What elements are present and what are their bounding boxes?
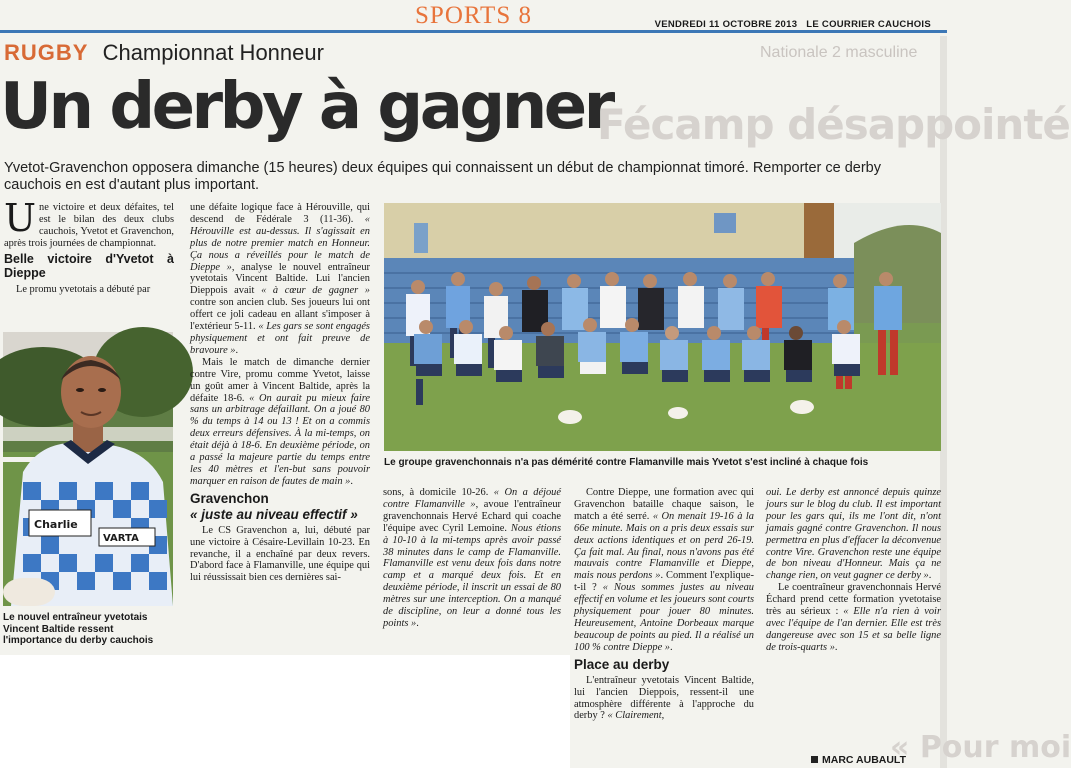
article-column-4 [574,487,754,722]
coach-photo [3,332,173,606]
subhead-yvetot: Belle victoire d'Yvetot à Dieppe [4,251,174,280]
paragraph: Le coentraîneur gravenchonnais Hervé Échard prend cette formation yvetotaise très au sérieux : « Elle n'a rien à voir avec l'équipe de l'an dernier. Elle est très dangereuse avec son 15 et sa belle ligne de trois-quarts ». [766,582,941,653]
intro-text: ne victoire et deux défaites, tel est le bilan des deux clubs cauchois, Yvetot et Gravenchon, après trois journées de championnat. [4,202,174,249]
competition-label: Championnat Honneur [102,40,324,65]
page-edge-white [0,655,570,768]
standfirst: Yvetot-Gravenchon opposera dimanche (15 heures) deux équipes qui connaissent un début de championnat timoré. Remporter ce derby cauchois en est d'autant plus important. [4,160,881,193]
svg-text:VARTA: VARTA [103,533,139,544]
subhead-gravenchon: Gravenchon « juste au niveau effectif » [190,490,358,522]
paragraph: Le promu yvetotais a débuté par [16,283,151,295]
bleed-through-headline: Fécamp désappointé [597,100,1070,149]
paragraph: Mais le match de dimanche dernier contre Vire, promu comme Yvetot, laisse un goût amer à Vincent Baltide, après la défaite 18-6. « On aurait pu mieux faire sans un arbitrage défaillant. On a joué 80 % du temps à 14 ou 13 ! Et on a commis deux erreurs défensives. À la mi-temps, on était déjà à 18-6. En deuxième période, on a passé la majeure partie du temps entre les 40 mètres et l'en-but sans pouvoir marquer en raison de fautes de main ». [190,356,370,487]
section-title: SPORTS 8 [415,2,532,29]
paragraph: Contre Dieppe, une formation avec qui Gravenchon bataille chaque saison, le match a été serré. « On menait 19-16 à la 66e minute. Mais on a pris deux essais sur deux actions identiques et on perd 26-19. Ça fait mal. Au final, nous n'avons pas été mauvais contre Flamanville et Dieppe, mais nous perdons ». Comment l'explique-t-il ? « Nous sommes justes au niveau effectif en volume et les joueurs sont courts physiquement pour jouer 80 minutes. Heureusement, Antoine Dorbeaux marque beaucoup de points au pied. Il a réalisé un 100 % contre Dieppe ». [574,487,754,653]
svg-text:Charlie: Charlie [34,518,78,531]
bleed-through-text: Nationale 2 masculine [760,44,918,61]
team-photo [384,203,941,451]
coach-photo-caption: Le nouvel entraîneur yvetotais Vincent Baltide ressent l'importance du derby cauchois [3,612,154,646]
date-line [655,19,931,30]
drop-cap: U [4,196,37,240]
article-column-2 [190,202,370,584]
subhead-place-au-derby: Place au derby [574,656,670,672]
team-photo-caption: Le groupe gravenchonnais n'a pas démérité contre Flamanville mais Yvetot s'est incliné à chaque fois [384,457,869,468]
byline-square-icon [811,756,818,763]
paragraph: sons, à domicile 10-26. « On a déjoué contre Flamanville », avoue l'entraîneur gravenchonnais Hervé Echard qui coache l'équipe avec Cyril Lemoine. Nous étions à 10-10 à la mi-temps après avoir passé 38 minutes dans le camp de Flamanville. Flamanville est venu deux fois dans notre camp et a marqué deux fois. Et en deuxième période, il inscrit un essai de 80 mètres sur une interception. On a manqué de discipline, on leur a donné tous les points ». [383,487,561,629]
byline [811,754,906,766]
paragraph: une défaite logique face à Hérouville, qui descend de Fédérale 3 (11-36). « Hérouville est au-dessus. Il s'agissait en plus de notre premier match en Honneur. Ça nous a réveillés pour le match de Dieppe », analyse le nouvel entraîneur yvetotais Vincent Baltide. Lui l'ancien Dieppois avait « à cœur de gagner » contre son ancien club. Ses joueurs lui ont offert ce joli cadeau en allant s'imposer à l'extérieur 5-11. « Les gars se sont engagés physiquement et ont fait preuve de bravoure ». [190,202,370,356]
article-column-3 [383,487,561,630]
rubric-label: RUGBY [4,40,89,65]
bleed-through-text-bottom: « Pour moi [890,730,1071,765]
header-rule [0,30,947,33]
paragraph: oui. Le derby est annoncé depuis quinze jours sur le blog du club. Il est important pour les gars qui, ils me l'ont dit, n'ont jamais gagné contre Gravenchon. Il nous permettra en plus d'effacer la déconvenue contre Vire. Gravenchon reste une équipe de bon niveau d'Honneur. Mais ça ne change rien, on veut gagner ce derby ». [766,487,941,582]
paragraph: Le CS Gravenchon a, lui, débuté par une victoire à Césaire-Levillain 10-23. En revanche, il a enchaîné par deux revers. D'abord face à Flamanville, une équipe qui lui réussissait bien ces dernières sai- [190,524,370,584]
issue-date: VENDREDI 11 OCTOBRE 2013 [654,19,798,30]
article-column-1 [4,196,174,296]
author-name: MARC AUBAULT [822,754,906,766]
coach-photo-svg [3,332,173,606]
article-column-5 [766,487,941,654]
team-photo-svg [384,203,941,451]
publication-name: LE COURRIER CAUCHOIS [806,19,931,30]
paragraph: L'entraîneur yvetotais Vincent Baltide, lui l'ancien Dieppois, ressent-il une atmosphère différente à l'approche du derby ? « Clairement, [574,674,754,722]
headline: Un derby à gagner [0,70,612,144]
kicker [4,40,324,66]
